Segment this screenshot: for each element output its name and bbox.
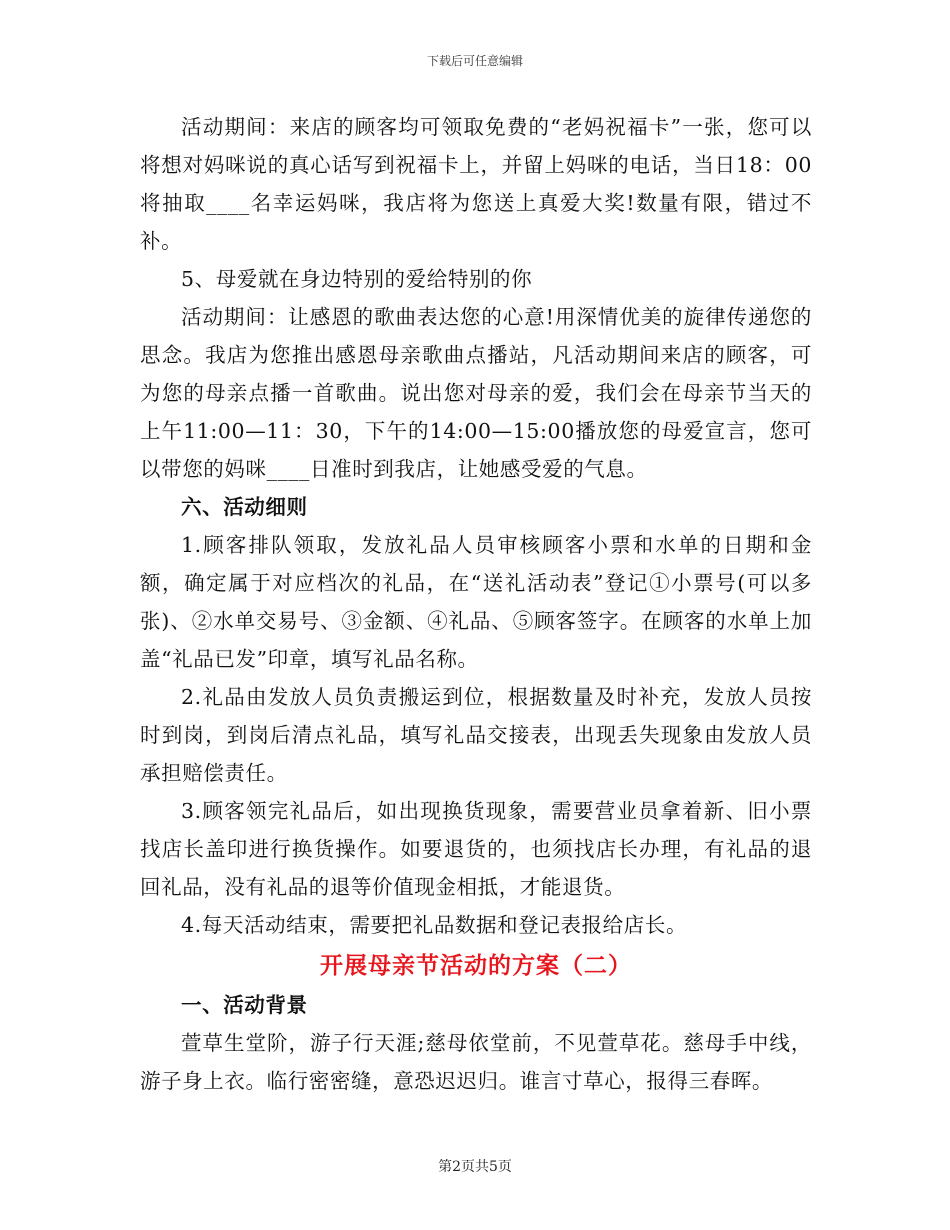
page-number-footer: 第2页共5页 (438, 1159, 512, 1175)
rule-item-2: 2.礼品由发放人员负责搬运到位，根据数量及时补充，发放人员按时到岗，到岗后清点礼品，填写礼品交接表，出现丢失现象由发放人员承担赔偿责任。 (140, 685, 812, 785)
paragraph-song-request: 活动期间：让感恩的歌曲表达您的心意!用深情优美的旋律传递您的思念。我店为您推出感恩母亲歌曲点播站，凡活动期间来店的顾客，可为您的母亲点播一首歌曲。说出您对母亲的爱，我们会在母亲节当天的上午11:00—11：30，下午的14:00—15:00播放您的母爱宣言，您可以带您的妈咪____日准时到我店，让她感受爱的气息。 (140, 305, 812, 481)
document-body (140, 108, 812, 1100)
paragraph-blessing-card: 活动期间：来店的顾客均可领取免费的“老妈祝福卡”一张，您可以将想对妈咪说的真心话写到祝福卡上，并留上妈咪的电话，当日18：00将抽取____名幸运妈咪，我店将为您送上真爱大奖!数量有限，错过不补。 (140, 115, 812, 253)
section-heading-5: 5、母爱就在身边特别的爱给特别的你 (181, 267, 533, 291)
section-heading-background: 一、活动背景 (181, 993, 308, 1017)
document-title-part-two: 开展母亲节活动的方案（二） (320, 953, 632, 979)
rule-item-4: 4.每天活动结束，需要把礼品数据和登记表报给店长。 (181, 913, 688, 937)
page-header-note: 下载后可任意编辑 (426, 54, 523, 68)
paragraph-poem: 萱草生堂阶，游子行天涯;慈母依堂前，不见萱草花。慈母手中线，游子身上衣。临行密密缝，意恐迟迟归。谁言寸草心，报得三春晖。 (140, 1031, 812, 1093)
rule-item-3: 3.顾客领完礼品后，如出现换货现象，需要营业员拿着新、旧小票找店长盖印进行换货操作。如要退货的，也须找店长办理，有礼品的退回礼品，没有礼品的退等价值现金相抵，才能退货。 (140, 799, 812, 899)
rule-item-1: 1.顾客排队领取，发放礼品人员审核顾客小票和水单的日期和金额，确定属于对应档次的礼品，在“送礼活动表”登记①小票号(可以多张)、②水单交易号、③金额、④礼品、⑤顾客签字。在顾客的水单上加盖“礼品已发”印章，填写礼品名称。 (140, 533, 812, 671)
section-heading-rules: 六、活动细则 (181, 495, 308, 519)
